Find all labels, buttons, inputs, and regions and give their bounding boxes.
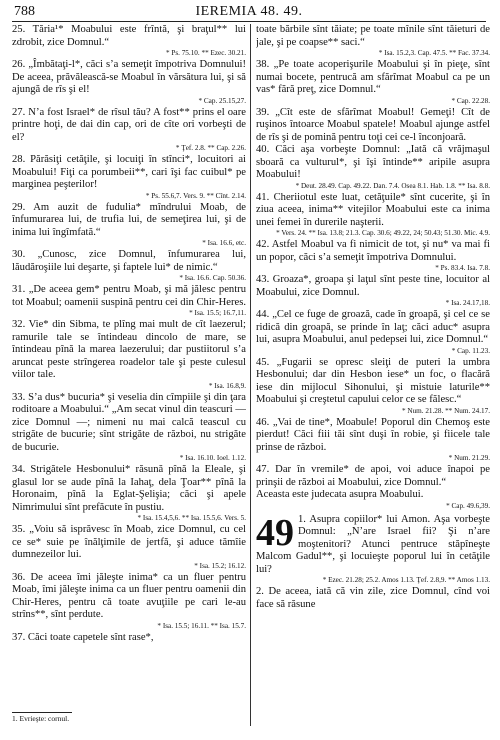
verse-text: 43. Groaza*, groapa şi laţul sînt peste tine, locuitor al Moabului, zice Domnul.: [256, 274, 490, 298]
verse-text: 46. „Vai de tine*, Moabule! Poporul din Chemoş este pierdut! Căci fiii tăi sînt duşi în robie, şi fiicele tale prinse de război.: [256, 416, 490, 453]
cross-reference: * Cap. 25.15,27.: [198, 96, 246, 105]
verse-text: 25. Tăria¹* Moabului este frîntă, şi braţul** lui zdrobit, zice Domnul.“: [12, 24, 246, 48]
verse-text: 45. „Fugarii se opresc sleiţi de puteri la umbra Hesbonului; dar din Hesbon iese* un foc, o flacără iese din mijlocul Sihonului, şi mistuie laturile** Moabului şi creştetul capului celor ce se fălesc.“: [256, 356, 490, 405]
verse-text: 38. „Pe toate acoperişurile Moabului şi în pieţe, sînt numai bocete, pentrucă am sfărîmat Moabul ca pe un vas* fără preţ, zice Domnul.“: [256, 59, 490, 95]
cross-reference: * Vers. 24. ** Isa. 13.8; 21.3. Cap. 30.6; 49.22, 24; 50.43; 51.30. Mic. 4.9.: [276, 229, 490, 237]
cross-reference: * Cap. 11.23.: [451, 346, 490, 355]
cross-reference: * Isa. 15.4,5,6. ** Isa. 15.5,6. Vers. 5.: [137, 514, 246, 522]
cross-reference: * Ţef. 2.8. ** Cap. 2.26.: [175, 144, 246, 152]
verse-text: 31. „De aceea gem* pentru Moab, şi mă jălesc pentru tot Moabul; oamenii suspină pentru cei din Chir-Heres.: [12, 284, 246, 308]
verse-text: 39. „Cît este de sfărîmat Moabul! Gemeţi! Cît de ruşinos întoarce Moabul spatele! Moabul ajunge astfel de rîs şi de pomină pentru toţi cei ce-l înconjoară.: [256, 106, 490, 143]
verse-text: 29. Am auzit de fudulia* mîndrului Moab, de înfumurarea lui, de trufia lui, de semeţirea lui, şi de inima lui îngîmfată.“: [12, 201, 246, 238]
verse-text: 47. Dar în vremile* de apoi, voi aduce înapoi pe prinşii de război ai Moabului, zice Domnul.“: [256, 464, 490, 488]
cross-reference: * Isa. 15.2,3. Cap. 47.5. ** Fac. 37.34.: [378, 49, 490, 57]
verse-text: 28. Părăsiţi cetăţile, şi locuiţi în stînci*, locuitori ai Moabului! Fiţi ca porumbeii**, cari îşi fac cuibul* pe marginea peşterilor!: [12, 154, 246, 190]
verse-text: 41. Cheriiotul este luat, cetăţuile* sînt cucerite, şi în ziua aceea, inima** vitejilor Moabului este ca inima unei femei în durerile naşterii.: [256, 191, 490, 228]
cross-reference: * Ps. 83.4. Isa. 7.8.: [435, 264, 490, 272]
page-number: 788: [14, 4, 35, 19]
left-column: [12, 24, 246, 726]
cross-reference: * Num. 21.29.: [448, 454, 490, 462]
verse-text: 37. Căci toate capetele sînt rase*,: [12, 631, 154, 643]
cross-reference: * Cap. 49.6,39.: [446, 501, 490, 510]
footnote: 1. Evrieşte: cornul.: [12, 714, 70, 723]
cross-reference: * Isa. 24.17,18.: [445, 299, 490, 307]
chapter-number: 49: [256, 511, 294, 554]
verse-text: 34. Strigătele Hesbonului* răsună pînă la Eleale, şi glasul lor se aude pînă la Iahaţ, dela Ţoar** pînă la Horonaim, pînă la Eglat-Şelişia; căci şi apele Nimrimului sînt prefăcute în pustiu.: [12, 464, 246, 513]
cross-reference: * Isa. 16.6. Cap. 50.36.: [179, 274, 246, 282]
verse-text: toate bărbile sînt tăiate; pe toate mînile sînt tăieturi de jale, şi pe coapse** saci.“: [256, 24, 490, 48]
verse-text: Aceasta este judecata asupra Moabului.: [256, 489, 424, 500]
verse-text: 30. „Cunosc, zice Domnul, înfumurarea lui, lăudăroşiile lui deşarte, şi faptele lui* de nimic.“: [12, 249, 246, 273]
cross-reference: * Isa. 16.10. Ioel. 1.12.: [179, 454, 246, 462]
verse-text: 1. Asupra copiilor* lui Amon. Aşa vorbeşte Domnul: „N’are Israel fii? Şi n’are moştenitori? Atunci pentruce stăpîneşte Malcom Gadul**, şi locuieşte poporul lui în cetăţile lui?: [256, 513, 490, 575]
chapter-start: [256, 511, 490, 577]
cross-reference: * Ps. 75.10. ** Ezec. 30.21.: [165, 49, 246, 57]
column-divider: [250, 24, 251, 726]
footnote-rule: [12, 712, 72, 713]
verse-text: 44. „Cel ce fuge de groază, cade în groapă, şi cel ce se ridică din groapă, se prinde în laţ; căci aduc* asupra lui, asupra Moabului, anul pedepsei lui, zice Domnul.“: [256, 309, 490, 345]
verse-text: 33. S’a dus* bucuria* şi veselia din cîmpiile şi din ţara roditoare a Moabului.“ „Am secat vinul din teascuri — zice Domnul —; nimeni nu mai calcă teascul cu strigăte de bucurie; sînt strigăte de război, nu strigăte de bucurie.: [12, 391, 246, 453]
verse-text: 27. N’a fost Israel* de rîsul tău? A fost** prins el oare printre hoţi, de dai din cap, ori de cîte ori vorbeşti de el?: [12, 106, 246, 143]
verse-text: 26. „Îmbătaţi-l*, căci s’a semeţit împotriva Domnului! De aceea, prăvălească-se Moabul în vărsătura lui, şi să ajungă de rîs şi el!: [12, 59, 246, 95]
header-rule: [12, 21, 486, 22]
book-title: IEREMIA 48. 49.: [195, 4, 303, 19]
verse-text: 42. Astfel Moabul va fi nimicit de tot, şi nu* va mai fi un popor, căci s’a semeţit împotriva Domnului.: [256, 239, 490, 263]
verse-text: 40. Căci aşa vorbeşte Domnul: „Iată că vrăjmaşul sboară ca vulturul*, şi îşi întinde** aripile asupra Moabului!: [256, 144, 490, 180]
verse-text: 36. De aceea îmi jăleşte inima* ca un fluer pentru Moab, îmi jăleşte inima ca un fluer pentru oamenii din Chir-Heres, pentru că toate avuţiile pe cari le-au strîns**, sînt perdute.: [12, 571, 246, 620]
cross-reference: * Num. 21.28. ** Num. 24.17.: [401, 406, 490, 415]
cross-reference: * Ezec. 21.28; 25.2. Amos 1.13. Ţef. 2.8,9. ** Amos 1.13.: [322, 576, 490, 584]
cross-reference: * Ps. 55.6,7. Vers. 9. ** Cînt. 2.14.: [145, 191, 246, 200]
verse-text: 2. De aceea, iată că vin zile, zice Domnul, cînd voi face să răsune: [256, 586, 490, 610]
cross-reference: * Isa. 16.8,9.: [208, 381, 246, 390]
verse-text: 35. „Voiu să isprăvesc în Moab, zice Domnul, cu cel ce se* suie pe înălţimile de jertfă, şi aduce tămîie dumnezeilor lui.: [12, 524, 246, 560]
cross-reference: * Isa. 15.2; 16.12.: [194, 561, 246, 570]
cross-reference: * Deut. 28.49. Cap. 49.22. Dan. 7.4. Osea 8.1. Hab. 1.8. ** Isa. 8.8.: [295, 181, 490, 190]
verse-text: 32. Vie* din Sibma, te plîng mai mult de cît laezerul; ramurile tale se întindeau dincolo de mare, se întindeau pînă la marea laezerului; dar pustiitorul s’a aruncat peste strîngerea roadelor tale şi peste culesul viilor tale.: [12, 319, 246, 380]
cross-reference: * Isa. 15.5; 16.11. ** Isa. 15.7.: [157, 621, 246, 630]
cross-reference: * Cap. 22.28.: [451, 96, 490, 105]
page-header: [14, 2, 484, 22]
right-column: [256, 24, 490, 726]
cross-reference: * Isa. 16.6, etc.: [202, 239, 246, 247]
cross-reference: * Isa. 15.5; 16.7,11.: [189, 309, 246, 317]
